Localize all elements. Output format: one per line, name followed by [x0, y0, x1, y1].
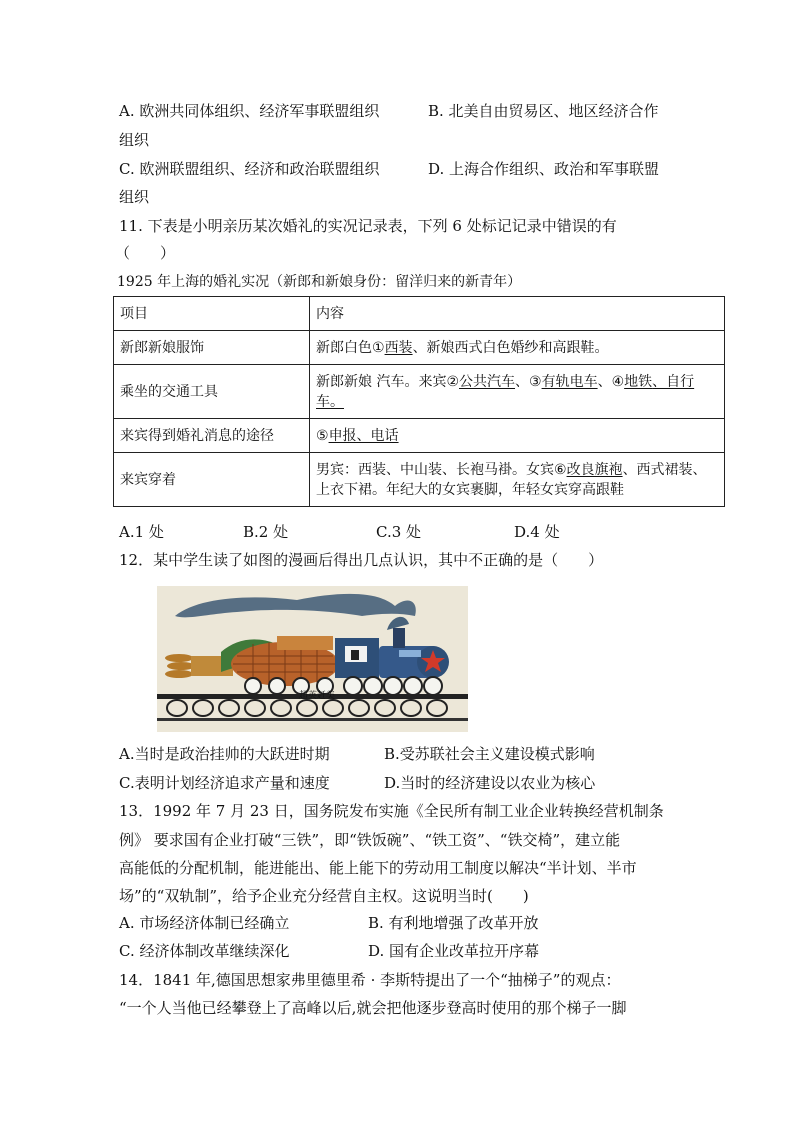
text: 、新娘西式白色婚纱和高跟鞋。 — [412, 339, 609, 356]
row-item: 来宾穿着 — [114, 453, 310, 507]
header-item: 项目 — [114, 297, 310, 331]
marked-text: 西装 — [384, 339, 413, 356]
header-content: 内容 — [310, 297, 725, 331]
text: 、④ — [597, 373, 625, 390]
text: 新郎白色① — [316, 339, 385, 356]
q13-line-4: 场”的“双轨制”，给予企业充分经营自主权。这说明当时( ) — [119, 887, 529, 905]
text: 新郎新娘 汽车。来宾② — [316, 373, 460, 390]
q13-option-c: C. 经济体制改革继续深化 — [119, 942, 290, 960]
row-item: 乘坐的交通工具 — [114, 365, 310, 419]
q13-line-3: 高能低的分配机制，能进能出、能上能下的劳动用工制度以解决“半计划、半市 — [119, 859, 637, 877]
q11-stem: 11. 下表是小明亲历某次婚礼的实况记录表，下列 6 处标记记录中错误的有 — [119, 217, 617, 235]
train-cartoon-image — [157, 586, 468, 732]
row-item: 来宾得到婚礼消息的途径 — [114, 419, 310, 453]
q12-option-c: C.表明计划经济追求产量和速度 — [119, 774, 330, 792]
table-header-row — [114, 297, 725, 331]
q11-option-c: C.3 处 — [376, 523, 422, 541]
text: ⑤ — [316, 427, 329, 444]
marked-text: 改良旗袍 — [566, 461, 623, 478]
q12-stem: 12．某中学生读了如图的漫画后得出几点认识，其中不正确的是（ ） — [119, 551, 604, 569]
q11-option-b: B.2 处 — [243, 523, 289, 541]
table-row — [114, 453, 725, 507]
text: 男宾：西装、中山装、长袍马褂。女宾⑥ — [316, 461, 567, 478]
q10-option-d-wrap: 组织 — [119, 188, 150, 206]
wedding-record-table — [113, 296, 725, 507]
marked-text: 地铁 — [624, 373, 653, 390]
q11-option-a: A.1 处 — [119, 523, 164, 541]
table-row — [114, 365, 725, 419]
q10-option-c: C. 欧洲联盟组织、经济和政治联盟组织 — [119, 160, 380, 178]
row-content — [310, 331, 725, 365]
q14-line-2: “一个人当他已经攀登上了高峰以后,就会把他逐步登高时使用的那个梯子一脚 — [119, 999, 627, 1017]
q10-option-b: B. 北美自由贸易区、地区经济合作 — [428, 102, 659, 120]
row-content — [310, 453, 725, 507]
q11-option-d: D.4 处 — [514, 523, 560, 541]
table-row — [114, 331, 725, 365]
q13-option-a: A. 市场经济体制已经确立 — [119, 914, 290, 932]
q10-option-b-wrap: 组织 — [119, 131, 150, 149]
q13-option-b: B. 有利地增强了改革开放 — [368, 914, 539, 932]
text: 、③ — [515, 373, 542, 390]
marked-text: 、自行车。 — [316, 373, 695, 410]
marked-text: 公共汽车 — [459, 373, 516, 390]
q12-option-a: A.当时是政治挂帅的大跃进时期 — [119, 745, 330, 763]
q11-answer-paren: （ ） — [115, 244, 176, 262]
row-content — [310, 365, 725, 419]
q14-line-1: 14．1841 年,德国思想家弗里德里希 · 李斯特提出了一个“抽梯子”的观点： — [119, 971, 621, 989]
q10-option-a: A. 欧洲共同体组织、经济军事联盟组织 — [119, 102, 380, 120]
cartoon-caption: 超英赶美 — [299, 691, 336, 701]
marked-text: 申报、电话 — [328, 427, 399, 444]
q11-table-caption: 1925 年上海的婚礼实况（新郎和新娘身份：留洋归来的新青年） — [117, 274, 522, 290]
marked-text: 有轨电车 — [541, 373, 598, 390]
q12-option-b: B.受苏联社会主义建设模式影响 — [384, 745, 595, 763]
text: 、西式裙装、上衣下裙。年纪大的女宾裹脚，年轻女宾穿高跟鞋 — [316, 461, 707, 498]
row-content — [310, 419, 725, 453]
q13-line-2: 例》 要求国有企业打破“三铁”，即“铁饭碗”、“铁工资”、“铁交椅”，建立能 — [119, 831, 621, 849]
table-row — [114, 419, 725, 453]
q13-line-1: 13．1992 年 7 月 23 日，国务院发布实施《全民所有制工业企业转换经营机制条 — [119, 802, 664, 820]
q12-option-d: D.当时的经济建设以农业为核心 — [384, 774, 596, 792]
q10-option-d: D. 上海合作组织、政治和军事联盟 — [428, 160, 660, 178]
q13-option-d: D. 国有企业改革拉开序幕 — [368, 942, 540, 960]
row-item: 新郎新娘服饰 — [114, 331, 310, 365]
